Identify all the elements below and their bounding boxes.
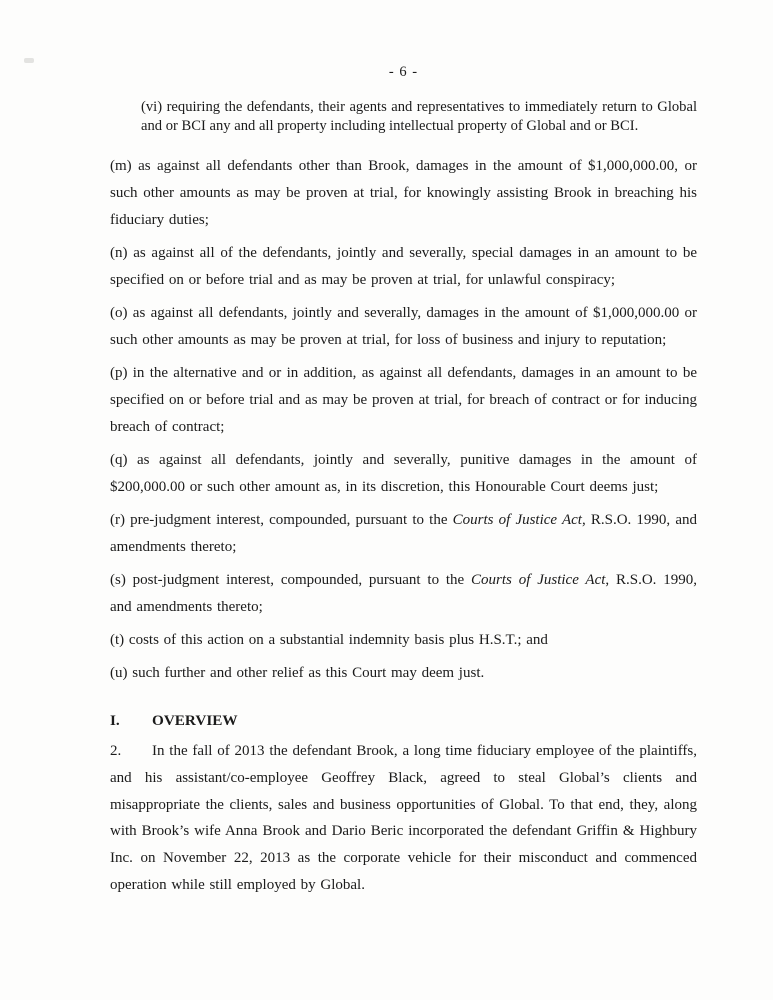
paragraph-text: In the fall of 2013 the defendant Brook, a long time fiduciary employee of the plaintiffs, and his assistant/co-employee Geoffrey Black, agreed to steal Global’s clients and misappropriate the clients, sales and business opportunities of Global. To that end, they, along with Brook’s wife Anna Brook and Dario Beric incorporated the defendant Griffin & Highbury Inc. on November 22, 2013 as the corporate vehicle for their misconduct and commenced operation while still employed by Global. — [110, 743, 697, 893]
clause-s-text-end: , R.S.O. 1990, and amendments thereto; — [110, 572, 697, 615]
clause-q: (q) as against all defendants, jointly and severally, punitive damages in the amount of $200,000.00 or such other amount as, in its discretion, this Honourable Court deems just; — [110, 452, 697, 495]
section-heading — [110, 707, 697, 734]
clause-r-text-end: , R.S.O. 1990, and amendments thereto; — [110, 512, 697, 555]
clause-n: (n) as against all of the defendants, jointly and severally, special damages in an amount to be specified on or before trial and as may be proven at trial, for unlawful conspiracy; — [110, 245, 697, 288]
scan-artifact — [24, 58, 34, 63]
section-title: OVERVIEW — [152, 712, 238, 729]
clause-vi: (vi) requiring the defendants, their agents and representatives to immediately return to Global and or BCI any and all property including intellectual property of Global and or BCI. — [141, 99, 697, 134]
clause-o: (o) as against all defendants, jointly and severally, damages in the amount of $1,000,000.00 or such other amounts as may be proven at trial, for loss of business and injury to reputation; — [110, 305, 697, 348]
statute-name: Courts of Justice Act — [471, 572, 606, 588]
clause-u: (u) such further and other relief as this Court may deem just. — [110, 665, 485, 681]
paragraph-overview — [110, 738, 697, 899]
page-number: - 6 - — [388, 64, 419, 80]
clause-s — [110, 567, 697, 621]
clause-s-text: (s) post-judgment interest, compounded, pursuant to the — [110, 572, 472, 588]
paragraph-number: 2. — [110, 743, 122, 759]
clause-p: (p) in the alternative and or in addition, as against all defendants, damages in an amount to be specified on or before trial and as may be proven at trial, for breach of contract or for inducing breach of contract; — [110, 365, 697, 435]
clause-t: (t) costs of this action on a substantial indemnity basis plus H.S.T.; and — [110, 632, 548, 648]
clause-m: (m) as against all defendants other than Brook, damages in the amount of $1,000,000.00, or such other amounts as may be proven at trial, for knowingly assisting Brook in breaching his fiduciary duties; — [110, 158, 697, 228]
clause-r-text: (r) pre-judgment interest, compounded, pursuant to the — [110, 512, 453, 528]
clause-r — [110, 507, 697, 561]
section-number: I. — [110, 712, 120, 729]
statute-name: Courts of Justice Act — [452, 512, 582, 528]
